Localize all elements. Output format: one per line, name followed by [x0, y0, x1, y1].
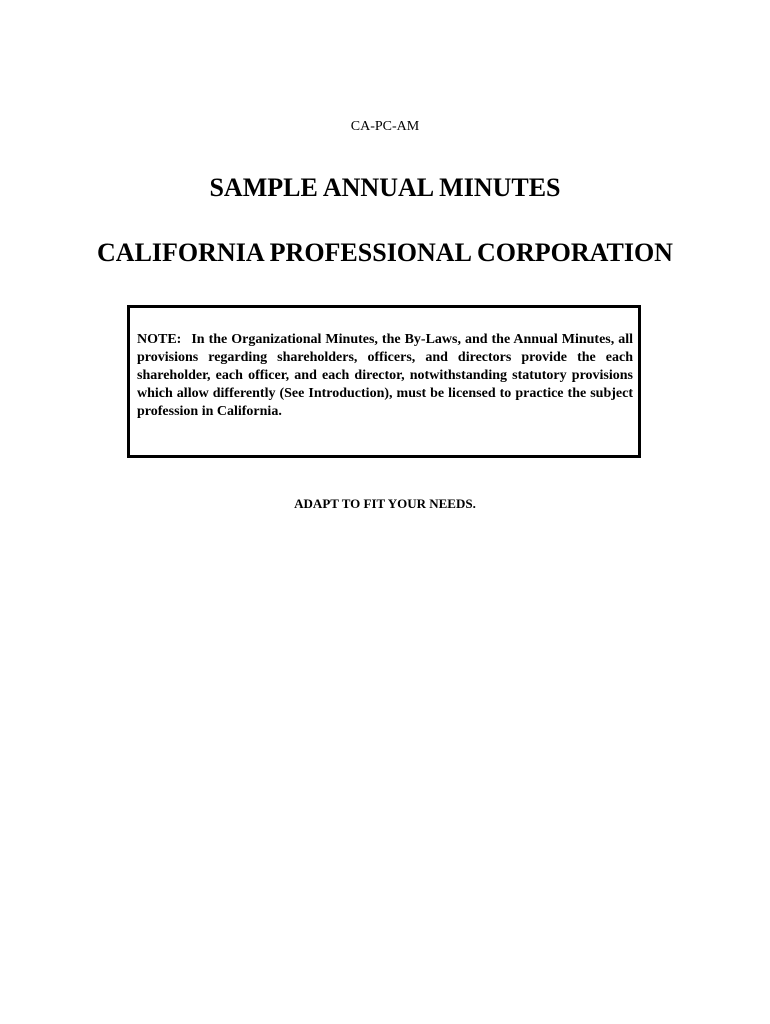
form-code: CA-PC-AM [350, 119, 420, 134]
document-subtitle: CALIFORNIA PROFESSIONAL CORPORATION [97, 238, 673, 267]
note-box [127, 305, 641, 458]
adapt-instruction: ADAPT TO FIT YOUR NEEDS. [294, 496, 476, 511]
note-body: In the Organizational Minutes, the By-Laws, and the Annual Minutes, all provisions regarding shareholders, officers, and directors provide the each shareholder, each officer, and each director, notwithstanding statutory provisions which allow differently (See Introduction), must be licensed to practice the subject profession in California. [137, 332, 634, 419]
document-title: SAMPLE ANNUAL MINUTES [209, 173, 561, 202]
note-label: NOTE: [137, 332, 182, 347]
note-text-block [137, 331, 633, 421]
